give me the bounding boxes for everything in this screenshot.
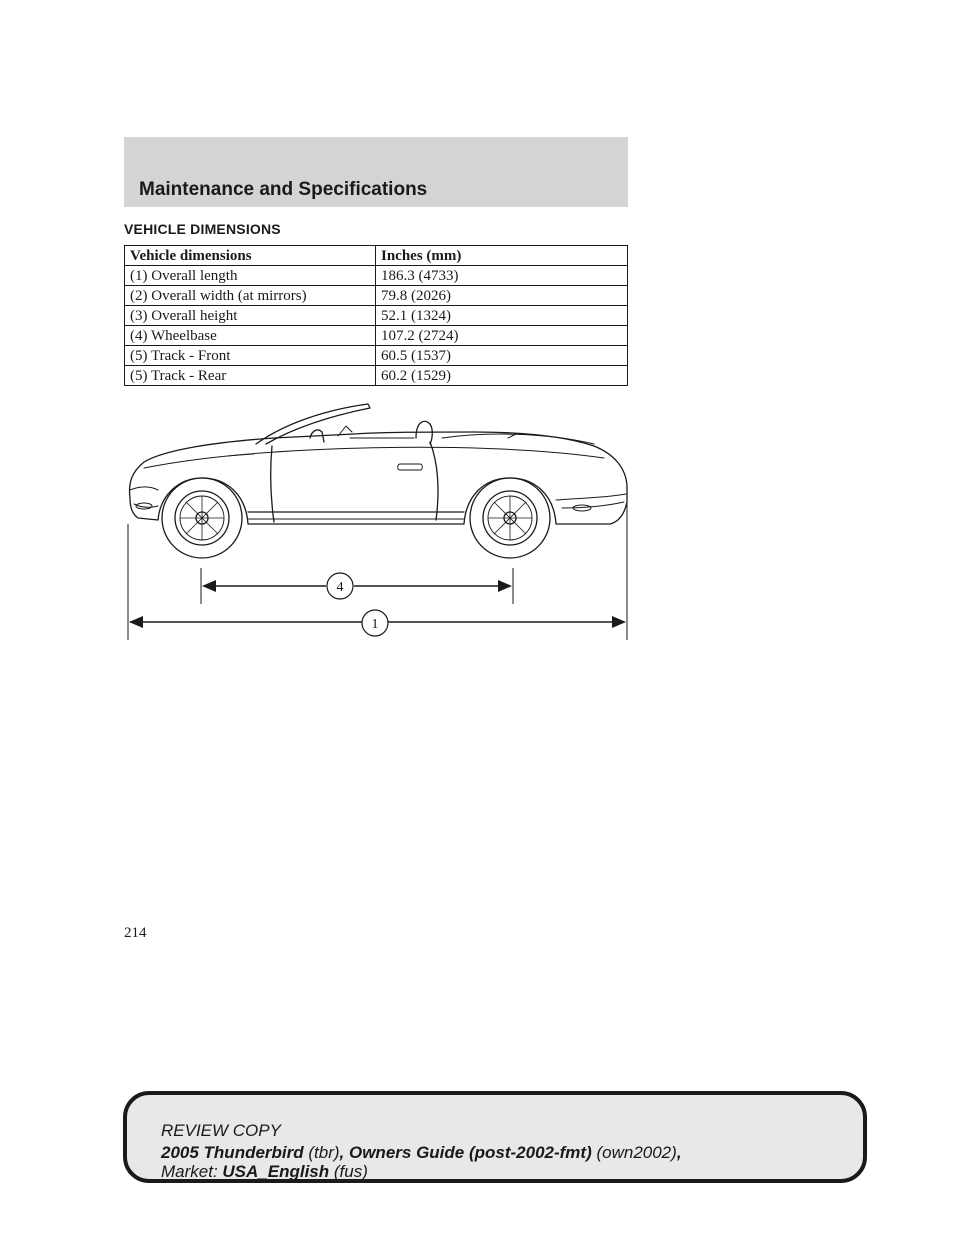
car-door-outline — [271, 442, 438, 522]
dimension-value: 60.2 (1529) — [376, 366, 628, 386]
page-title: Maintenance and Specifications — [139, 179, 428, 200]
section-heading: VEHICLE DIMENSIONS — [124, 221, 281, 237]
footer-market: USA_English — [222, 1162, 330, 1181]
dimension-label: (5) Track - Front — [125, 346, 376, 366]
footer-market-label: Market: — [161, 1162, 223, 1181]
front-bumper — [130, 487, 158, 490]
page-number: 214 — [124, 925, 147, 941]
table-row — [125, 326, 628, 346]
table-row — [125, 366, 628, 386]
section-header-band — [124, 137, 628, 207]
review-copy-footer — [123, 1091, 867, 1183]
table-row — [125, 346, 628, 366]
dimension-value: 107.2 (2724) — [376, 326, 628, 346]
table-header-row — [125, 246, 628, 266]
rear-bumper — [556, 494, 626, 500]
footer-model: 2005 Thunderbird — [161, 1143, 304, 1162]
footer-separator: , — [676, 1143, 682, 1162]
table-row — [125, 286, 628, 306]
car-illustration — [124, 398, 630, 644]
vehicle-side-view-diagram — [124, 398, 630, 644]
footer-model-code: (tbr) — [303, 1143, 340, 1162]
footer-market-code: (fus) — [329, 1162, 368, 1181]
callout-wheelbase: 4 — [336, 580, 344, 595]
dimension-value: 79.8 (2026) — [376, 286, 628, 306]
dimension-label: (5) Track - Rear — [125, 366, 376, 386]
footer-review-copy: REVIEW COPY — [161, 1121, 281, 1140]
footer-separator: , — [339, 1143, 349, 1162]
dimension-value: 186.3 (4733) — [376, 266, 628, 286]
car-belt-line — [144, 447, 604, 468]
callout-length: 1 — [371, 617, 379, 632]
footer-market-line — [161, 1162, 368, 1182]
dimension-label: (4) Wheelbase — [125, 326, 376, 346]
dimension-value: 52.1 (1324) — [376, 306, 628, 326]
footer-guide: Owners Guide (post-2002-fmt) — [348, 1143, 592, 1162]
footer-guide-code: (own2002) — [591, 1143, 677, 1162]
wheelbase-dimension-arrow — [202, 580, 512, 592]
dimension-value: 60.5 (1537) — [376, 346, 628, 366]
table-row — [125, 266, 628, 286]
table-row — [125, 306, 628, 326]
rear-wheel — [470, 478, 550, 558]
footer-publication-line — [161, 1143, 682, 1163]
dimension-label: (1) Overall length — [125, 266, 376, 286]
column-header-dimension: Vehicle dimensions — [125, 246, 376, 266]
dimension-label: (2) Overall width (at mirrors) — [125, 286, 376, 306]
vehicle-dimensions-table — [124, 245, 628, 386]
front-wheel — [162, 478, 242, 558]
column-header-inches-mm: Inches (mm) — [376, 246, 628, 266]
dimension-label: (3) Overall height — [125, 306, 376, 326]
